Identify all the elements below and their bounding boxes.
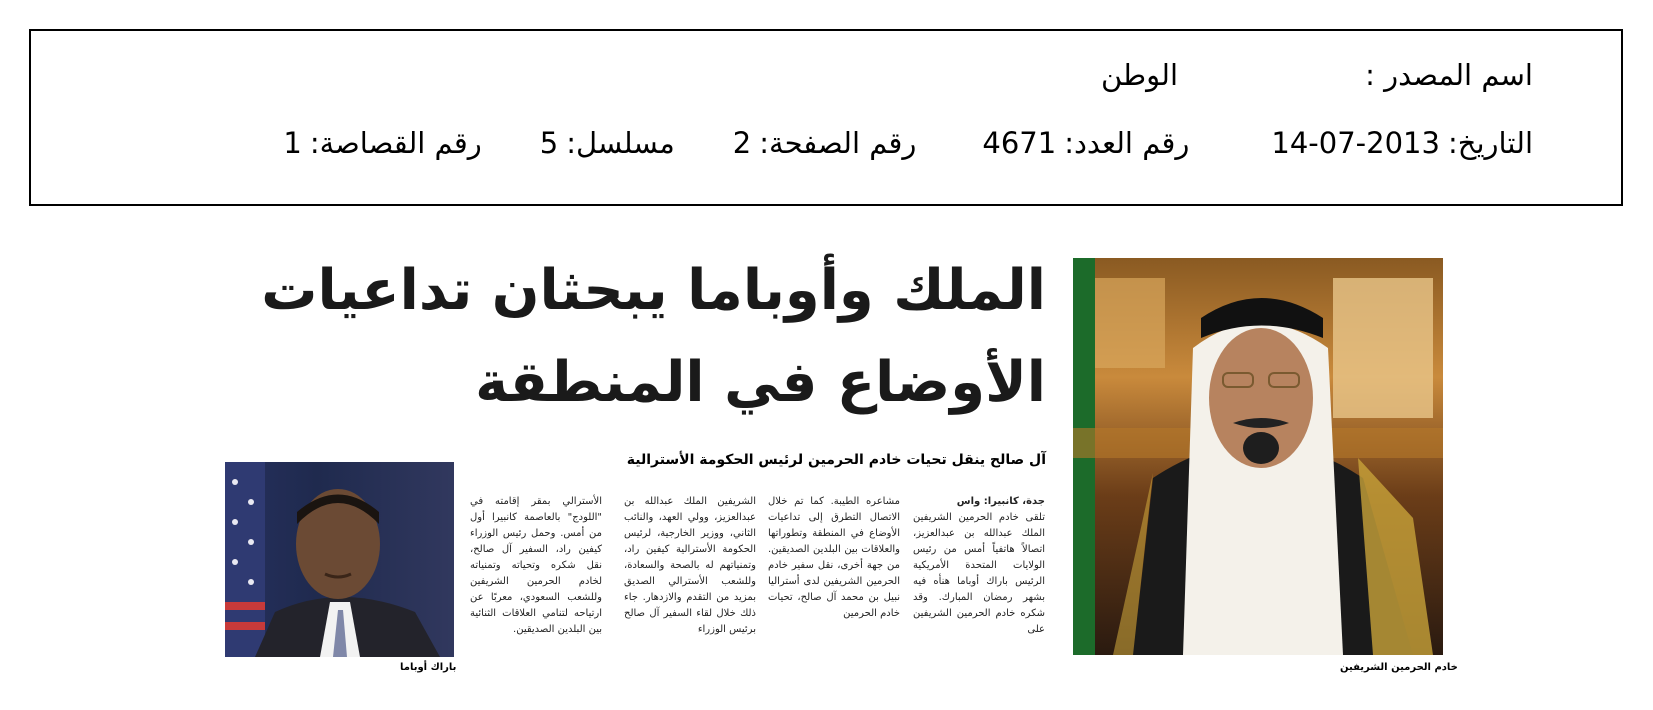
article-column-3: الشريفين الملك عبدالله بن عبدالعزيز، وولي العهد، والنائب الثاني، ووزير الخارجية، لرئيس الحكومة الأسترالية كيفين راد، وتمنياتهم له بالصحة والسعادة، وللشعب الأسترالي الصديق بمزيد من التقدم والازدهار. جاء ذلك خلال لقاء السفير آل صالح برئيس الوزراء: [624, 496, 756, 635]
obama-photo: [225, 462, 454, 657]
serial-label: مسلسل:: [566, 126, 675, 160]
column-text: تلقى خادم الحرمين الشريفين الملك عبدالله بن عبدالعزيز، اتصالاً هاتفياً أمس من رئيس الولايات المتحدة الأمريكية الرئيس باراك أوباما هنأه فيه بشهر رمضان المبارك. وقد شكره خادم الحرمين الشريفين على: [913, 512, 1045, 635]
subheadline: آل صالح ينقل تحيات خادم الحرمين لرئيس الحكومة الأسترالية: [626, 452, 1046, 468]
issue-label: رقم العدد:: [1064, 126, 1190, 160]
source-value: الوطن: [1100, 58, 1178, 92]
dateline: جدة، كانبيرا: واس: [956, 496, 1045, 507]
obama-portrait-illustration: [225, 462, 454, 657]
king-caption: خادم الحرمين الشريفين: [1340, 662, 1458, 673]
headline-line-2: الأوضاع في المنطقة: [475, 350, 1046, 415]
page-value: 2: [732, 126, 752, 160]
clip-label: رقم القصاصة:: [309, 126, 482, 160]
date-value: 2013-07-14: [1271, 126, 1440, 160]
headline-line-1: الملك وأوباما يبحثان تداعيات: [261, 258, 1046, 323]
date-label: التاريخ:: [1447, 126, 1533, 160]
serial-value: 5: [539, 126, 559, 160]
clip-value: 1: [283, 126, 302, 160]
source-label: اسم المصدر :: [1365, 58, 1533, 92]
page-label: رقم الصفحة:: [759, 126, 917, 160]
obama-caption: باراك أوباما: [400, 662, 457, 673]
issue-value: 4671: [982, 126, 1057, 160]
article-column-2: مشاعره الطيبة. كما تم خلال الاتصال التطرق إلى تداعيات الأوضاع في المنطقة وتطوراتها والعلاقات بين البلدين الصديقين. من جهة أخرى، نقل سفير خادم الحرمين الشريفين لدى أستراليا نبيل بن محمد آل صالح، تحيات خادم الحرمين: [768, 496, 900, 619]
article-column-1: [913, 494, 1045, 638]
king-photo: [1073, 258, 1443, 655]
article-column-4: الأسترالي بمقر إقامته في "اللودج" بالعاصمة كانبيرا أول من أمس. وحمل رئيس الوزراء كيفين راد، السفير آل صالح، نقل شكره وتحياته وتمنياته لخادم الحرمين الشريفين وللشعب السعودي، معربًا عن ارتياحه لتنامي العلاقات الثنائية بين البلدين الصديقين.: [470, 496, 602, 635]
king-portrait-illustration: [1073, 258, 1443, 655]
